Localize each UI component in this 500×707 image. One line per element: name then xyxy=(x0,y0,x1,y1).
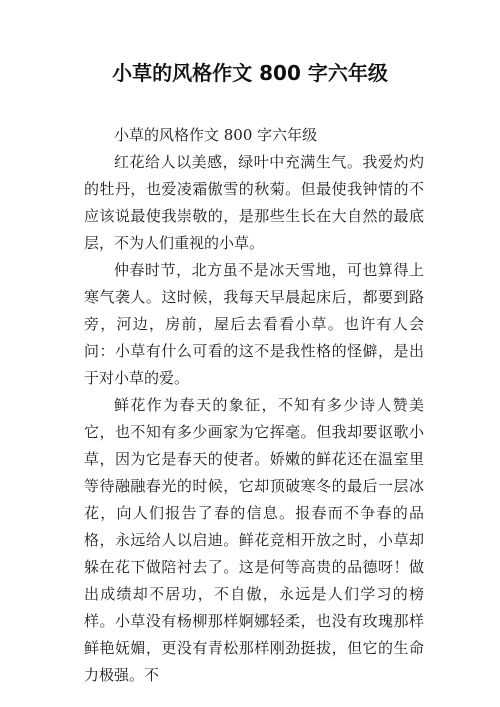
body-paragraph-2: 仲春时节，北方虽不是冰天雪地，可也算得上寒气袭人。这时候，我每天早晨起床后，都要到路旁，河边，房前，屋后去看看小草。也许有人会问：小草有什么可看的这不是我性格的怪僻，是出于对小草的爱。 xyxy=(84,261,424,387)
body-paragraph-3: 鲜花作为春天的象征，不知有多少诗人赞美它，也不知有多少画家为它挥毫。但我却要讴歌小草，因为它是春天的使者。娇嫩的鲜花还在温室里等待融融春光的时候，它却顶破寒冬的最后一层冰花，向人们报告了春的信息。报春而不争春的品格，永远给人以启迪。鲜花竞相开放之时，小草却躲在花下做陪衬去了。这是何等高贵的品德呀！做出成绩却不居功，不自傲，永远是人们学习的榜样。小草没有杨柳那样婀娜轻柔，也没有玫瑰那样鲜艳妩媚，更没有青松那样刚劲挺拔，但它的生命力极强。不 xyxy=(84,396,424,684)
document-body xyxy=(84,122,424,689)
body-subtitle: 小草的风格作文 800 字六年级 xyxy=(114,126,318,144)
body-paragraph-1: 红花给人以美感，绿叶中充满生气。我爱灼灼的牡丹，也爱凌霜傲雪的秋菊。但最使我钟情的不应该说最使我崇敬的，是那些生长在大自然的最底层，不为人们重视的小草。 xyxy=(84,153,424,252)
document-title: 小草的风格作文 800 字六年级 xyxy=(112,61,388,85)
